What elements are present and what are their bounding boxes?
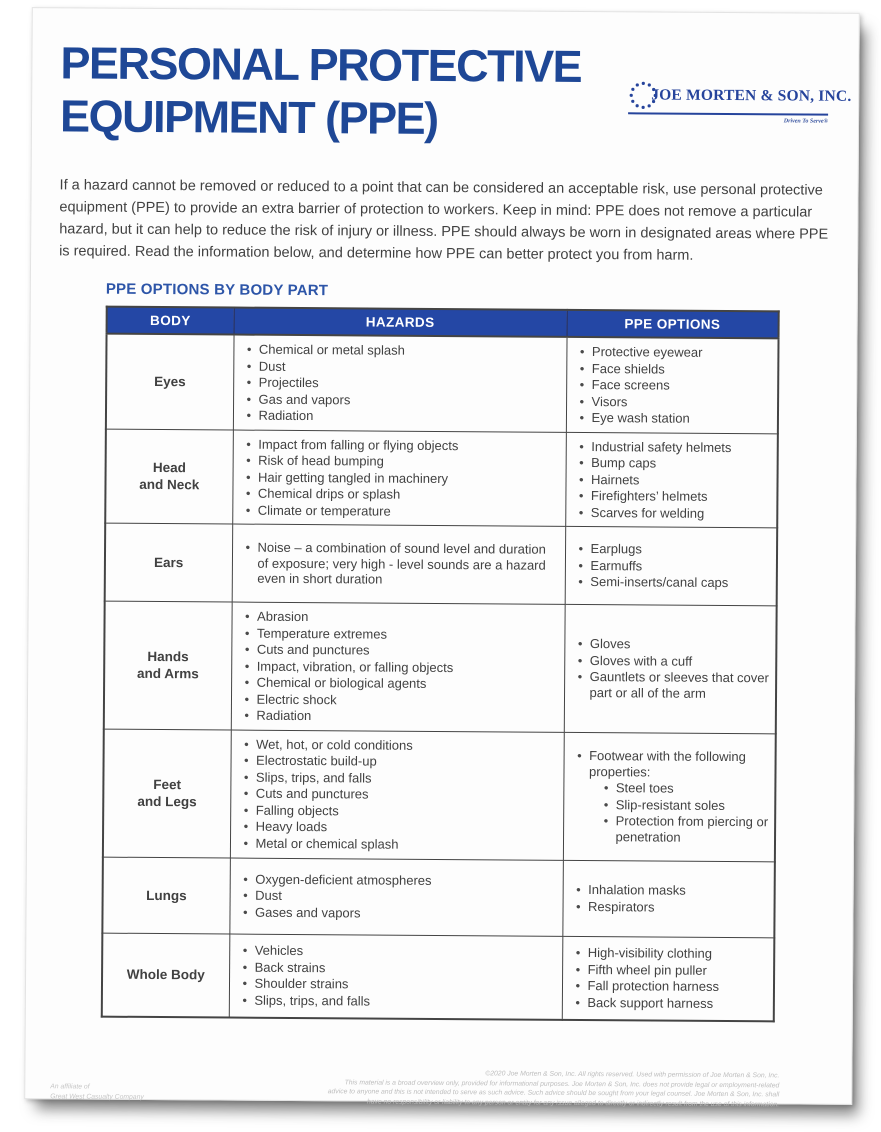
hazard-item: • Metal or chemical splash (242, 835, 556, 853)
option-item: • Face shields (579, 360, 772, 377)
hazard-item: • Slips, trips, and falls (243, 769, 557, 787)
option-item: • Earplugs (577, 541, 770, 558)
body-part-cell: Whole Body (102, 933, 230, 1018)
column-header-ppe-options: PPE OPTIONS (567, 310, 779, 338)
table-row (106, 334, 779, 434)
hazards-cell (230, 730, 564, 860)
hazard-item: • Slips, trips, and falls (241, 992, 555, 1010)
table-row (103, 729, 776, 862)
company-logo-row (628, 80, 852, 115)
body-part-cell: Lungs (102, 857, 230, 934)
body-part-cell: Head and Neck (105, 429, 233, 524)
option-item: • Semi-inserts/canal caps (577, 574, 770, 591)
column-header-body: BODY (107, 307, 234, 335)
option-item: • Firefighters’ helmets (578, 488, 771, 505)
body-part-cell: Hands and Arms (104, 601, 232, 729)
hazard-item: • Impact from falling or flying objects (245, 436, 559, 454)
hazards-cell (231, 602, 565, 732)
hazard-item-list (242, 736, 557, 853)
hazard-item: • Hair getting tangled in machinery (245, 469, 559, 487)
body-part-cell: Ears (105, 523, 233, 602)
hazard-item: • Dust (242, 888, 556, 906)
hazard-item: • Radiation (243, 708, 557, 726)
sub-option-item: • Slip-resistant soles (603, 797, 769, 814)
table-row (102, 933, 775, 1022)
option-item: • Hairnets (578, 471, 771, 488)
table-row (102, 857, 775, 938)
page-title (60, 36, 631, 146)
hazard-item: • Noise – a combination of sound level and duration of exposure; very high - level sounds are a hazard even in short duration (244, 540, 558, 589)
affiliate-note (50, 1082, 144, 1103)
hazard-item: • Radiation (245, 408, 559, 426)
hazards-cell (229, 858, 563, 936)
ppe-table-body (102, 334, 779, 1022)
table-row (105, 523, 778, 606)
hazard-item-list (244, 540, 558, 589)
options-cell (562, 860, 775, 937)
option-item: • Earmuffs (577, 558, 770, 575)
disclaimer-line: advice to anyone and this is not intended to serve as such advice. Such advice should be sought from your legal counsel. Joe Morten & Son, Inc. shall (327, 1088, 780, 1099)
option-item: • Gloves (577, 636, 770, 653)
hazard-item: • Heavy loads (243, 819, 557, 837)
option-item: • Fall protection harness (574, 978, 767, 995)
options-cell (564, 604, 777, 733)
document-page (24, 7, 860, 1108)
option-item: • Industrial safety helmets (578, 438, 771, 455)
option-item: • Scarves for welding (578, 504, 771, 521)
hazard-item: • Chemical drips or splash (245, 486, 559, 504)
hazard-item: • Cuts and punctures (244, 642, 558, 660)
options-cell (565, 432, 778, 528)
hazard-item: • Chemical or biological agents (244, 675, 558, 693)
hazard-item: • Chemical or metal splash (246, 342, 560, 360)
hazard-item: • Impact, vibration, or falling objects (244, 658, 558, 676)
copyright-disclaimer (239, 1068, 779, 1110)
hazard-item: • Gases and vapors (242, 904, 556, 922)
option-item-list (577, 541, 770, 591)
hazards-cell (232, 524, 566, 604)
company-name: JOE MORTEN & SON, INC. (651, 86, 852, 105)
hazard-item: • Electric shock (243, 691, 557, 709)
option-item-list (575, 748, 768, 845)
hazard-item-list (245, 436, 560, 520)
option-item-list (574, 945, 767, 1011)
option-item-list (578, 344, 771, 427)
option-item: • Footwear with the following properties: • Steel toes • Slip-resistant soles • Protection from piercing or penetration (575, 748, 768, 845)
option-item: • Protective eyewear (579, 344, 772, 361)
body-part-cell: Feet and Legs (103, 729, 231, 858)
body-part-cell: Eyes (106, 334, 234, 430)
page-title-line1: PERSONAL PROTECTIVE (60, 37, 582, 92)
disclaimer-line: This material is a broad overview only, provided for informational purposes. Joe Morten & Son, Inc. does not provide legal or employment-related (344, 1078, 780, 1089)
hazard-item: • Wet, hot, or cold conditions (243, 736, 557, 754)
sub-option-item: • Protection from piercing or penetration (602, 813, 768, 845)
option-item: • Visors (579, 393, 772, 410)
disclaimer-line: ©2020 Joe Morten & Son, Inc. All rights reserved. Used with permission of Joe Morten & Son, Inc. (485, 1070, 780, 1080)
affiliate-line: Great West Casualty Company (50, 1093, 144, 1101)
hazard-item: • Temperature extremes (244, 625, 558, 643)
option-item: • Face screens (579, 377, 772, 394)
hazard-item: • Cuts and punctures (243, 786, 557, 804)
hazards-cell (229, 934, 563, 1020)
column-header-hazards: HAZARDS (234, 308, 567, 337)
hazard-item: • Projectiles (246, 375, 560, 393)
affiliate-line: An affiliate of (50, 1083, 90, 1091)
hazard-item: • Shoulder strains (241, 976, 555, 994)
option-item: • Eye wash station (578, 410, 771, 427)
hazard-item: • Falling objects (243, 802, 557, 820)
option-item: • Inhalation masks (575, 882, 768, 899)
option-item: • Back support harness (574, 995, 767, 1012)
option-item-list (578, 438, 771, 521)
hazard-item-list (245, 342, 560, 426)
option-item: • Gauntlets or sleeves that cover part or all of the arm (576, 669, 769, 701)
hazard-item: • Vehicles (242, 943, 556, 961)
hazards-cell (233, 335, 567, 432)
table-row (105, 429, 778, 528)
option-item: • Gloves with a cuff (577, 653, 770, 670)
page-content (25, 36, 859, 1132)
options-cell (563, 732, 776, 861)
hazard-item: • Gas and vapors (246, 391, 560, 409)
hazard-item: • Abrasion (244, 609, 558, 627)
option-item: • Fifth wheel pin puller (575, 962, 768, 979)
ppe-options-table (101, 306, 780, 1023)
company-tagline: Driven To Serve® (783, 118, 829, 125)
hazard-item-list (243, 609, 558, 726)
company-logo (628, 80, 852, 125)
option-item: • High-visibility clothing (575, 945, 768, 962)
option-item-list (576, 636, 769, 701)
hazards-cell (232, 430, 566, 527)
hazard-item-list (242, 871, 556, 922)
options-cell (562, 936, 775, 1021)
option-item-list (575, 882, 768, 915)
hazard-item: • Back strains (242, 959, 556, 977)
hazard-item-list (241, 943, 555, 1010)
options-cell (565, 526, 778, 605)
option-item: • Respirators (575, 898, 768, 915)
table-row (104, 601, 777, 733)
page-title-line2: EQUIPMENT (PPE) (59, 90, 438, 144)
hazard-item: • Climate or temperature (245, 502, 559, 520)
options-cell (566, 337, 779, 433)
hazard-item: • Electrostatic build-up (243, 753, 557, 771)
section-heading: PPE OPTIONS BY BODY PART (105, 280, 329, 300)
intro-paragraph: If a hazard cannot be removed or reduced to a point that can be considered an acceptable risk, use personal protective equipment (PPE) to provide an extra barrier of protection to workers. Keep in mind: PPE does not remove a particular hazard, but it can help to reduce the risk of injury or illness. PPE should always be worn in designated areas where PPE is required. Read the information below, and determine how PPE can better protect you from harm. (59, 177, 829, 264)
hazard-item: • Oxygen-deficient atmospheres (242, 871, 556, 889)
disclaimer-line: have no responsibility or liability to any person or entity for any issue alleged to directly or indirectly result from the use of this information. (366, 1097, 780, 1108)
sub-option-item: • Steel toes (603, 780, 769, 797)
hazard-item: • Dust (246, 358, 560, 376)
hazard-item: • Risk of head bumping (245, 453, 559, 471)
option-item: • Bump caps (578, 455, 771, 472)
sub-option-item-list (602, 780, 768, 845)
